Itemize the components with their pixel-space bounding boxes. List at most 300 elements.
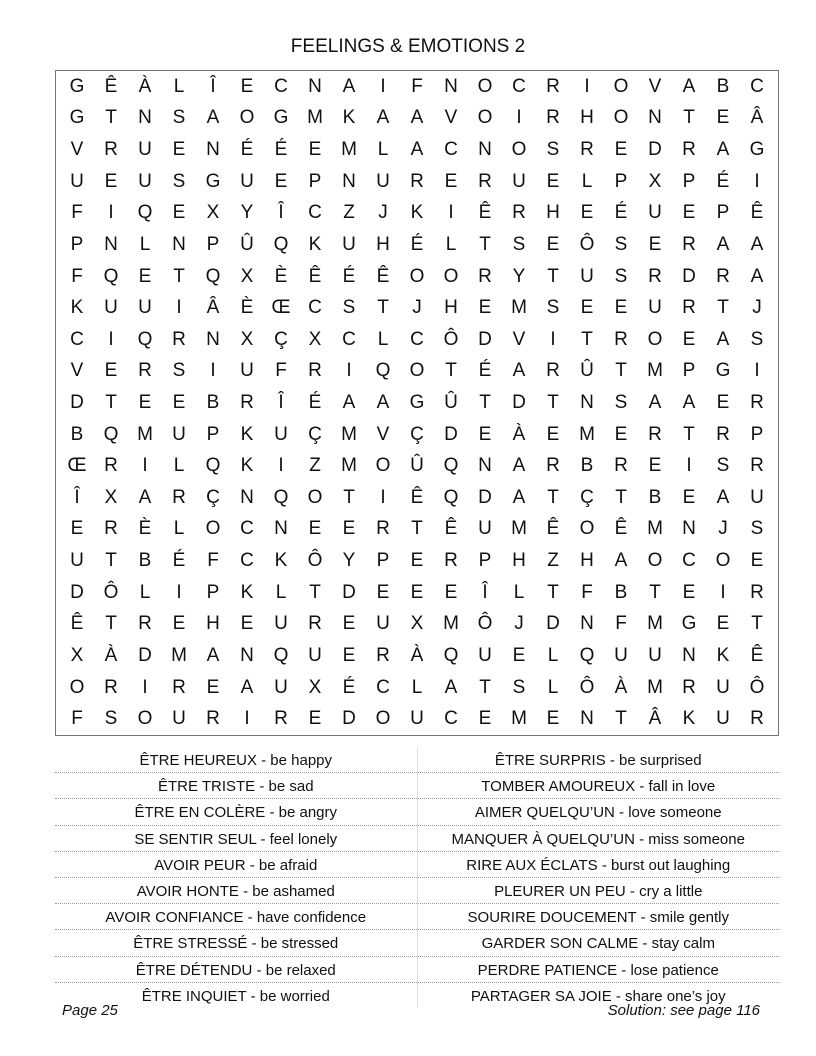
- grid-letter: A: [138, 486, 152, 508]
- grid-letter: D: [70, 581, 84, 603]
- grid-letter: X: [648, 170, 662, 192]
- grid-letter: D: [682, 265, 696, 287]
- grid-letter: O: [137, 708, 153, 730]
- grid-letter: Ê: [376, 265, 390, 287]
- word-list-row: [55, 878, 779, 904]
- grid-letter: R: [750, 708, 764, 730]
- grid-letter: D: [342, 581, 356, 603]
- grid-letter: R: [376, 644, 390, 666]
- grid-letter: K: [240, 423, 254, 445]
- grid-letter: V: [70, 139, 84, 161]
- grid-letter: E: [274, 170, 288, 192]
- grid-letter: F: [411, 75, 423, 97]
- grid-letter: Q: [103, 265, 119, 287]
- grid-letter: G: [273, 107, 289, 129]
- grid-letter: É: [614, 202, 628, 224]
- grid-letter: B: [138, 550, 152, 572]
- grid-letter: P: [478, 550, 492, 572]
- grid-letter: V: [512, 328, 526, 350]
- grid-letter: C: [410, 328, 424, 350]
- grid-letter: T: [173, 265, 185, 287]
- grid-letter: S: [172, 107, 186, 129]
- grid-letter: I: [380, 486, 386, 508]
- grid-letter: D: [546, 613, 560, 635]
- grid-letter: N: [580, 391, 594, 413]
- word-list-item: AVOIR PEUR - be afraid: [55, 852, 418, 877]
- grid-letter: B: [648, 486, 662, 508]
- grid-letter: H: [580, 107, 594, 129]
- grid-letter: P: [376, 550, 390, 572]
- grid-letter: I: [142, 455, 148, 477]
- grid-letter: O: [375, 708, 391, 730]
- word-list-item: PLEURER UN PEU - cry a little: [494, 882, 703, 900]
- grid-letter: K: [342, 107, 356, 129]
- grid-letter: N: [682, 518, 696, 540]
- grid-letter: T: [309, 581, 321, 603]
- grid-letter: K: [716, 644, 730, 666]
- grid-letter: I: [210, 360, 216, 382]
- grid-letter: À: [614, 676, 628, 698]
- grid-letter: O: [477, 107, 493, 129]
- grid-letter: C: [682, 550, 696, 572]
- grid-letter: T: [683, 107, 695, 129]
- grid-letter: B: [716, 75, 730, 97]
- word-list-row: [55, 799, 779, 825]
- word-list-row: [55, 747, 779, 773]
- grid-letter: G: [69, 75, 85, 97]
- grid-letter: E: [614, 139, 628, 161]
- grid-letter: O: [647, 328, 663, 350]
- grid-letter: M: [341, 423, 357, 445]
- grid-letter: U: [274, 423, 288, 445]
- grid-letter: A: [240, 676, 254, 698]
- grid-letter: Q: [273, 233, 289, 255]
- grid-letter: U: [614, 644, 628, 666]
- grid-letter: I: [754, 360, 760, 382]
- grid-letter: B: [70, 423, 84, 445]
- grid-letter: G: [749, 139, 765, 161]
- word-list-item: ÊTRE EN COLÈRE - be angry: [55, 799, 418, 824]
- grid-letter: A: [376, 391, 390, 413]
- grid-letter: I: [142, 676, 148, 698]
- grid-letter: N: [104, 233, 118, 255]
- grid-letter: M: [579, 423, 595, 445]
- grid-letter: E: [580, 202, 594, 224]
- grid-letter: A: [342, 75, 356, 97]
- grid-letter: E: [682, 486, 696, 508]
- grid-letter: E: [376, 581, 390, 603]
- grid-letter: G: [681, 613, 697, 635]
- grid-letter: E: [546, 233, 560, 255]
- grid-letter: U: [580, 265, 594, 287]
- grid-letter: B: [580, 455, 594, 477]
- grid-letter: M: [647, 676, 663, 698]
- grid-letter: R: [682, 233, 696, 255]
- grid-letter: R: [682, 139, 696, 161]
- grid-letter: U: [138, 139, 152, 161]
- word-list-row: [55, 904, 779, 930]
- grid-letter: A: [750, 265, 764, 287]
- word-list-item: ÊTRE DÉTENDU - be relaxed: [55, 957, 418, 982]
- grid-letter: S: [104, 708, 118, 730]
- grid-letter: V: [648, 75, 662, 97]
- grid-letter: U: [376, 170, 390, 192]
- grid-letter: L: [377, 139, 389, 161]
- grid-letter: A: [342, 391, 356, 413]
- grid-letter: S: [614, 233, 628, 255]
- word-list-item: SOURIRE DOUCEMENT - smile gently: [467, 909, 729, 927]
- grid-letter: Y: [240, 202, 254, 224]
- grid-letter: R: [682, 297, 696, 319]
- grid-letter: A: [682, 391, 696, 413]
- grid-letter: K: [274, 550, 288, 572]
- grid-letter: À: [104, 644, 118, 666]
- grid-letter: L: [173, 75, 185, 97]
- grid-letter: P: [206, 233, 220, 255]
- grid-letter: Q: [443, 644, 459, 666]
- grid-letter: R: [546, 360, 560, 382]
- grid-letter: D: [138, 644, 152, 666]
- grid-letter: T: [105, 107, 117, 129]
- grid-letter: E: [716, 613, 730, 635]
- grid-letter: Û: [410, 455, 424, 477]
- grid-letter: R: [172, 676, 186, 698]
- grid-letter: M: [647, 613, 663, 635]
- grid-letter: E: [172, 613, 186, 635]
- grid-letter: Ô: [103, 581, 119, 603]
- grid-letter: G: [409, 391, 425, 413]
- grid-letter: A: [716, 233, 730, 255]
- grid-letter: M: [137, 423, 153, 445]
- word-list-item: PARTAGER SA JOIE - share one’s joy: [470, 987, 726, 1005]
- grid-letter: M: [511, 708, 527, 730]
- grid-letter: Û: [240, 233, 254, 255]
- grid-letter: À: [138, 75, 152, 97]
- grid-letter: F: [275, 360, 287, 382]
- grid-letter: È: [240, 297, 254, 319]
- grid-letter: U: [716, 676, 730, 698]
- grid-letter: E: [478, 423, 492, 445]
- grid-letter: E: [444, 581, 458, 603]
- grid-letter: S: [614, 391, 628, 413]
- grid-letter: D: [342, 708, 356, 730]
- grid-letter: I: [380, 75, 386, 97]
- grid-letter: C: [512, 75, 526, 97]
- grid-letter: P: [206, 423, 220, 445]
- grid-letter: C: [444, 708, 458, 730]
- grid-letter: R: [614, 328, 628, 350]
- grid-letter: A: [512, 455, 526, 477]
- grid-letter: Î: [482, 581, 488, 603]
- word-search-grid: [55, 70, 779, 736]
- grid-letter: É: [342, 265, 356, 287]
- grid-letter: A: [206, 644, 220, 666]
- grid-letter: L: [173, 518, 185, 540]
- grid-letter: F: [581, 581, 593, 603]
- grid-letter: T: [105, 391, 117, 413]
- grid-letter: N: [580, 613, 594, 635]
- grid-letter: N: [580, 708, 594, 730]
- grid-letter: T: [445, 360, 457, 382]
- grid-letter: O: [613, 75, 629, 97]
- grid-letter: I: [584, 75, 590, 97]
- grid-letter: O: [511, 139, 527, 161]
- grid-letter: H: [376, 233, 390, 255]
- grid-letter: N: [172, 233, 186, 255]
- word-list-row: [55, 852, 779, 878]
- grid-letter: X: [240, 328, 254, 350]
- grid-letter: I: [720, 581, 726, 603]
- word-list-row: [55, 930, 779, 956]
- grid-letter: O: [239, 107, 255, 129]
- grid-letter: Ô: [307, 550, 323, 572]
- grid-letter: E: [70, 518, 84, 540]
- grid-letter: U: [648, 202, 662, 224]
- grid-letter: Q: [443, 455, 459, 477]
- grid-letter: U: [274, 613, 288, 635]
- grid-letter: A: [376, 107, 390, 129]
- grid-letter: F: [615, 613, 627, 635]
- word-list-item: SE SENTIR SEUL - feel lonely: [55, 826, 418, 851]
- grid-letter: T: [717, 297, 729, 319]
- grid-letter: U: [70, 550, 84, 572]
- grid-letter: E: [716, 391, 730, 413]
- grid-letter: Ê: [614, 518, 628, 540]
- grid-letter: E: [614, 297, 628, 319]
- grid-letter: I: [176, 581, 182, 603]
- grid-letter: E: [138, 265, 152, 287]
- grid-letter: I: [108, 328, 114, 350]
- grid-letter: D: [478, 328, 492, 350]
- grid-letter: G: [205, 170, 221, 192]
- grid-letter: T: [547, 391, 559, 413]
- grid-letter: M: [511, 518, 527, 540]
- grid-letter: O: [579, 518, 595, 540]
- grid-letter: S: [546, 139, 560, 161]
- grid-letter: C: [308, 297, 322, 319]
- grid-letter: T: [343, 486, 355, 508]
- grid-letter: Y: [342, 550, 356, 572]
- grid-letter: R: [444, 550, 458, 572]
- grid-letter: C: [376, 676, 390, 698]
- grid-letter: P: [308, 170, 322, 192]
- grid-letter: Œ: [271, 297, 291, 319]
- grid-letter: T: [377, 297, 389, 319]
- grid-letter: X: [308, 328, 322, 350]
- grid-letter: A: [512, 360, 526, 382]
- word-list-item: TOMBER AMOUREUX - fall in love: [481, 778, 716, 796]
- grid-letter: X: [410, 613, 424, 635]
- grid-letter: K: [410, 202, 424, 224]
- page-number: Page 25: [62, 1002, 118, 1019]
- grid-letter: Q: [205, 455, 221, 477]
- grid-letter: Û: [580, 360, 594, 382]
- grid-letter: Ç: [274, 328, 288, 350]
- grid-letter: O: [443, 265, 459, 287]
- grid-letter: M: [307, 107, 323, 129]
- grid-letter: R: [682, 676, 696, 698]
- grid-letter: O: [307, 486, 323, 508]
- grid-letter: A: [716, 139, 730, 161]
- grid-letter: T: [105, 613, 117, 635]
- grid-letter: Î: [74, 486, 80, 508]
- grid-letter: T: [751, 613, 763, 635]
- grid-letter: E: [682, 581, 696, 603]
- grid-letter: R: [104, 676, 118, 698]
- grid-letter: X: [308, 676, 322, 698]
- grid-letter: O: [409, 360, 425, 382]
- grid-letter: U: [410, 708, 424, 730]
- grid-letter: T: [479, 676, 491, 698]
- word-list-item: ÊTRE SURPRIS - be surprised: [494, 752, 702, 769]
- grid-letter: R: [546, 107, 560, 129]
- grid-letter: N: [206, 139, 220, 161]
- grid-letter: R: [308, 613, 322, 635]
- grid-letter: E: [648, 233, 662, 255]
- grid-letter: Ê: [104, 75, 118, 97]
- grid-letter: E: [240, 75, 254, 97]
- grid-letter: X: [240, 265, 254, 287]
- grid-letter: M: [511, 297, 527, 319]
- grid-letter: K: [682, 708, 696, 730]
- grid-letter: F: [71, 708, 83, 730]
- grid-letter: O: [69, 676, 85, 698]
- grid-letter: N: [240, 644, 254, 666]
- grid-letter: L: [139, 581, 151, 603]
- grid-letter: J: [718, 518, 728, 540]
- grid-letter: O: [375, 455, 391, 477]
- grid-letter: É: [308, 391, 322, 413]
- grid-letter: A: [716, 486, 730, 508]
- grid-letter: S: [172, 170, 186, 192]
- grid-letter: U: [172, 423, 186, 445]
- grid-letter: U: [104, 297, 118, 319]
- grid-letter: S: [512, 233, 526, 255]
- grid-letter: Ê: [546, 518, 560, 540]
- grid-letter: E: [546, 170, 560, 192]
- grid-letter: P: [716, 202, 730, 224]
- word-list-row: [55, 773, 779, 799]
- word-list-item: ÊTRE INQUIET - be worried: [55, 983, 418, 1008]
- grid-letter: Q: [273, 644, 289, 666]
- grid-letter: L: [445, 233, 457, 255]
- grid-letter: Z: [547, 550, 559, 572]
- grid-letter: T: [615, 360, 627, 382]
- grid-letter: L: [275, 581, 287, 603]
- grid-letter: L: [513, 581, 525, 603]
- grid-letter: M: [443, 613, 459, 635]
- grid-letter: U: [240, 360, 254, 382]
- grid-letter: Ô: [579, 233, 595, 255]
- grid-letter: A: [410, 107, 424, 129]
- grid-letter: M: [341, 455, 357, 477]
- grid-letter: P: [750, 423, 764, 445]
- grid-letter: E: [206, 676, 220, 698]
- grid-letter: Ê: [750, 202, 764, 224]
- grid-letter: A: [444, 676, 458, 698]
- grid-letter: É: [410, 233, 424, 255]
- grid-letter: H: [444, 297, 458, 319]
- grid-letter: I: [550, 328, 556, 350]
- grid-letter: Ê: [444, 518, 458, 540]
- grid-letter: G: [715, 360, 731, 382]
- grid-letter: R: [512, 202, 526, 224]
- grid-letter: R: [546, 455, 560, 477]
- grid-letter: A: [716, 328, 730, 350]
- grid-letter: É: [240, 139, 254, 161]
- grid-letter: N: [444, 75, 458, 97]
- grid-letter: R: [172, 486, 186, 508]
- grid-letter: R: [478, 170, 492, 192]
- grid-letter: Â: [648, 708, 662, 730]
- grid-letter: E: [546, 708, 560, 730]
- grid-letter: U: [240, 170, 254, 192]
- grid-letter: D: [648, 139, 662, 161]
- grid-letter: M: [647, 518, 663, 540]
- grid-letter: E: [512, 644, 526, 666]
- grid-letter: R: [308, 360, 322, 382]
- grid-letter: K: [240, 581, 254, 603]
- grid-letter: È: [138, 518, 152, 540]
- grid-letter: Ô: [749, 676, 765, 698]
- grid-letter: I: [176, 297, 182, 319]
- grid-letter: C: [342, 328, 356, 350]
- grid-letter: Q: [137, 202, 153, 224]
- grid-letter: I: [108, 202, 114, 224]
- grid-letter: V: [444, 107, 458, 129]
- grid-letter: I: [346, 360, 352, 382]
- grid-letter: Î: [278, 202, 284, 224]
- grid-letter: É: [342, 676, 356, 698]
- grid-letter: X: [70, 644, 84, 666]
- grid-letter: R: [138, 613, 152, 635]
- grid-letter: H: [512, 550, 526, 572]
- grid-letter: S: [614, 265, 628, 287]
- grid-letter: U: [512, 170, 526, 192]
- grid-letter: D: [70, 391, 84, 413]
- grid-letter: E: [308, 139, 322, 161]
- grid-letter: N: [478, 455, 492, 477]
- grid-letter: N: [274, 518, 288, 540]
- grid-letter: T: [479, 233, 491, 255]
- grid-letter: T: [615, 486, 627, 508]
- grid-letter: E: [750, 550, 764, 572]
- grid-letter: J: [752, 297, 762, 319]
- grid-letter: Â: [206, 297, 220, 319]
- word-list-item: PERDRE PATIENCE - lose patience: [477, 961, 719, 979]
- word-list: [55, 747, 779, 1008]
- grid-letter: T: [683, 423, 695, 445]
- grid-letter: R: [648, 423, 662, 445]
- grid-letter: C: [70, 328, 84, 350]
- grid-letter: R: [580, 139, 594, 161]
- grid-letter: É: [478, 360, 492, 382]
- grid-letter: R: [750, 581, 764, 603]
- grid-letter: R: [750, 455, 764, 477]
- grid-letter: Î: [210, 75, 216, 97]
- grid-letter: T: [649, 581, 661, 603]
- grid-letter: À: [512, 423, 526, 445]
- grid-letter: Q: [103, 423, 119, 445]
- word-list-item: AVOIR HONTE - be ashamed: [55, 878, 418, 903]
- grid-letter: E: [308, 708, 322, 730]
- grid-letter: R: [104, 455, 118, 477]
- grid-letter: R: [716, 265, 730, 287]
- grid-letter: R: [648, 265, 662, 287]
- word-list-item: GARDER SON CALME - stay calm: [481, 935, 715, 953]
- grid-letter: T: [105, 550, 117, 572]
- grid-letter: X: [104, 486, 118, 508]
